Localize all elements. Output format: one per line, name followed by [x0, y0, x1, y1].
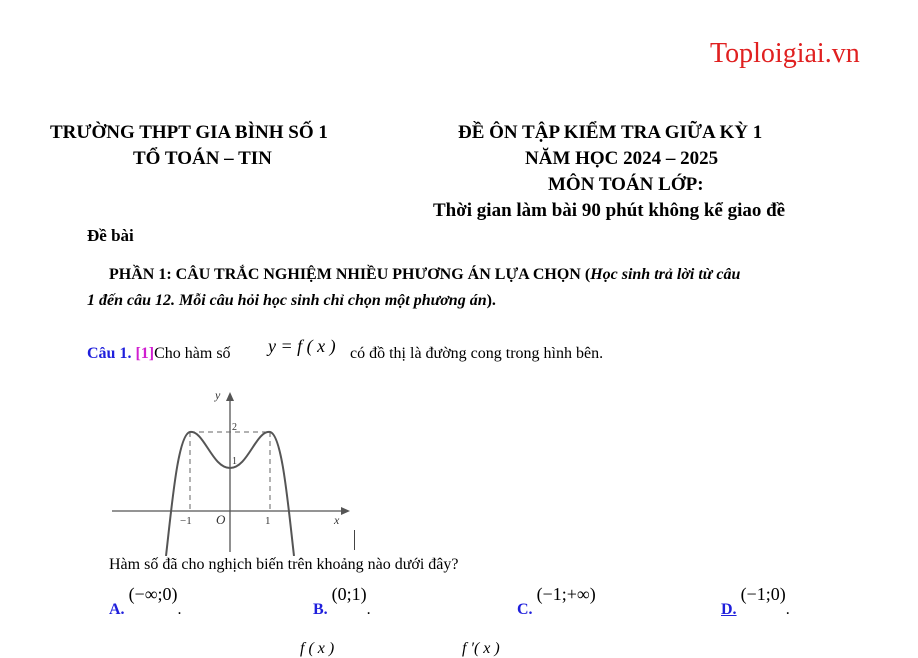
question-level: [1] [135, 345, 155, 362]
part1-line2 [87, 292, 496, 310]
option-d[interactable] [721, 584, 790, 618]
partial-formula-left: f ( x ) [300, 640, 335, 657]
question-label: Câu 1. [87, 345, 132, 362]
school-year: NĂM HỌC 2024 – 2025 [525, 148, 719, 169]
origin-label: O [216, 512, 226, 527]
option-a-value: (−∞;0) [128, 584, 178, 604]
option-d-end: . [785, 601, 790, 618]
option-b-letter: B. [313, 601, 328, 618]
question-text-after: có đồ thị là đường cong trong hình bên. [350, 345, 604, 362]
option-b-end: . [366, 601, 371, 618]
option-a[interactable] [109, 584, 182, 618]
subject-line: MÔN TOÁN LỚP: [548, 174, 704, 195]
option-b[interactable] [313, 584, 371, 618]
exam-title: ĐỀ ÔN TẬP KIỂM TRA GIỮA KỲ 1 [458, 122, 763, 143]
part1-note-line1: Học sinh trả lời từ câu [590, 266, 741, 283]
part1-note-line2: 1 đến câu 12. Mỗi câu hỏi học sinh chỉ chọn một phương án [87, 292, 487, 309]
option-c[interactable] [517, 584, 596, 618]
tick-label-minus1: −1 [180, 515, 192, 527]
tick-label-y1: 1 [232, 456, 237, 467]
question-prompt: Hàm số đã cho nghịch biến trên khoảng nào dưới đây? [109, 556, 459, 573]
part1-title: PHẦN 1: CÂU TRẮC NGHIỆM NHIỀU PHƯƠNG ÁN LỰA CHỌN [109, 266, 581, 283]
option-a-letter: A. [109, 601, 125, 618]
department-name: TỔ TOÁN – TIN [133, 148, 272, 169]
option-b-value: (0;1) [331, 584, 367, 604]
partial-formula-right: f ′( x ) [462, 640, 500, 657]
school-name: TRƯỜNG THPT GIA BÌNH SỐ 1 [50, 122, 328, 143]
option-d-value: (−1;0) [740, 584, 786, 604]
tick-label-x1: 1 [265, 515, 271, 527]
function-graph [108, 384, 368, 556]
x-axis-arrow [341, 507, 350, 515]
text-cursor [354, 530, 355, 550]
time-limit: Thời gian làm bài 90 phút không kể giao đề [433, 200, 786, 221]
part1-note-open: ( [584, 266, 591, 283]
option-c-value: (−1;+∞) [536, 584, 596, 604]
part1-line1 [109, 266, 740, 284]
y-axis-label: y [215, 388, 221, 402]
y-axis-arrow [226, 392, 234, 401]
question1-line [87, 345, 231, 363]
option-c-letter: C. [517, 601, 533, 618]
tick-label-y2: 2 [232, 422, 237, 433]
option-d-letter: D. [721, 601, 737, 618]
part1-note-close: ). [486, 292, 496, 309]
brand-watermark: Toploigiai.vn [710, 38, 860, 69]
question-text-before: Cho hàm số [154, 345, 231, 362]
option-a-end: . [177, 601, 182, 618]
function-formula: y = f ( x ) [268, 336, 336, 356]
x-axis-label: x [334, 513, 340, 527]
section-title: Đề bài [87, 226, 134, 245]
